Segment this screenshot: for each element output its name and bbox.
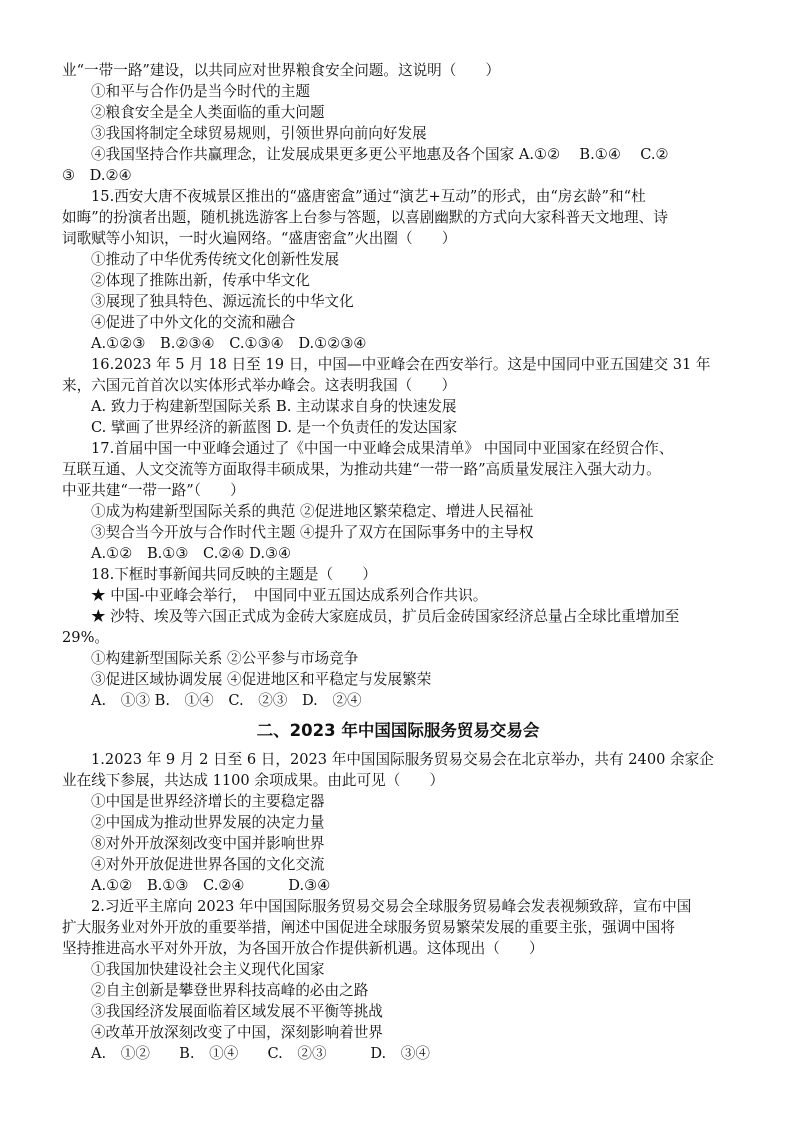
text-line: A. 致力于构建新型国际关系 B. 主动谋求自身的快速发展 (91, 398, 457, 415)
text-line: ③契合当今开放与合作时代主题 ④提升了双方在国际事务中的主导权 (91, 524, 534, 541)
questions-section-belt-and-road (62, 60, 734, 711)
text-line: ②粮食安全是全人类面临的重大问题 (91, 104, 325, 121)
text-line: ★ 中国-中亚峰会举行， 中国同中亚五国达成系列合作共识。 (91, 587, 488, 604)
text-line: 业在线下参展，共达成 1100 余项成果。由此可见（ ） (62, 772, 445, 789)
text-line: 16.2023 年 5 月 18 日至 19 日，中国—中亚峰会在西安举行。这是中国同中亚五国建交 31 年 (91, 356, 711, 373)
text-line: ④对外开放促进世界各国的文化交流 (91, 856, 325, 873)
text-line: C. 擘画了世界经济的新蓝图 D. 是一个负责任的发达国家 (91, 419, 458, 436)
text-line: ①中国是世界经济增长的主要稳定器 (91, 793, 325, 810)
text-line: 29%。 (62, 629, 110, 646)
section-heading: 二、2023 年中国国际服务贸易交易会 (256, 721, 540, 740)
text-line: 2.习近平主席向 2023 年中国国际服务贸易交易会全球服务贸易峰会发表视频致辞，宣布中国 (91, 898, 692, 915)
text-line: ③ D.②④ (62, 167, 132, 184)
text-line: 18.下框时事新闻共同反映的主题是（ ） (91, 566, 377, 583)
text-line: A.①②③ B.②③④ C.①③④ D.①②③④ (91, 335, 367, 352)
text-line: A. ①③ B. ①④ C. ②③ D. ②④ (91, 692, 362, 709)
text-line: 词歌赋等小知识，一时火遍网络。“盛唐密盒”火出圈（ ） (62, 230, 457, 247)
text-line: 中亚共建“一带一路”（ ） (62, 482, 245, 499)
text-line: ④我国坚持合作共赢理念，让发展成果更多更公平地惠及各个国家 A.①② B.①④ C.② (91, 146, 669, 163)
text-line: 业“一带一路”建设，以共同应对世界粮食安全问题。这说明（ ） (62, 62, 501, 79)
text-line: ⑧对外开放深刻改变中国并影响世界 (91, 835, 325, 852)
text-line: 如晦”的扮演者出题，随机挑选游客上台参与答题，以喜剧幽默的方式向大家科普天文地理、诗 (62, 209, 668, 226)
text-line: 17.首届中国一中亚峰会通过了《中国一中亚峰会成果清单》 中国同中亚国家在经贸合作、 (91, 440, 674, 457)
text-line: ①和平与合作仍是当今时代的主题 (91, 83, 310, 100)
text-line: ①构建新型国际关系 ②公平参与市场竞争 (91, 650, 359, 667)
text-line: ④促进了中外文化的交流和融合 (91, 314, 296, 331)
text-line: ③我国将制定全球贸易规则，引领世界向前向好发展 (91, 125, 427, 142)
text-line: ③我国经济发展面临着区域发展不平衡等挑战 (91, 1003, 383, 1020)
text-line: ②体现了推陈出新，传承中华文化 (91, 272, 310, 289)
text-line: 互联互通、人文交流等方面取得丰硕成果，为推动共建“一带一路”高质量发展注入强大动力。 (62, 461, 661, 478)
text-line: ②中国成为推动世界发展的决定力量 (91, 814, 325, 831)
text-line: A.①② B.①③ C.②④ D.③④ (91, 877, 331, 894)
text-line: ★ 沙特、埃及等六国正式成为金砖大家庭成员，扩员后金砖国家经济总量占全球比重增加至 (91, 608, 680, 625)
document-content (62, 60, 734, 1064)
text-line: 扩大服务业对外开放的重要举措，阐述中国促进全球服务贸易繁荣发展的重要主张，强调中国将 (62, 919, 675, 936)
text-line: 坚持推进高水平对外开放，为各国开放合作提供新机遇。这体现出（ ） (62, 940, 544, 957)
text-line: A.①② B.①③ C.②④ D.③④ (91, 545, 292, 562)
questions-section-service-trade-fair (62, 749, 734, 1064)
text-line: 15.西安大唐不夜城景区推出的“盛唐密盒”通过“演艺+互动”的形式，由“房玄龄”和“杜 (91, 188, 646, 205)
text-line: ③展现了独具特色、源远流长的中华文化 (91, 293, 354, 310)
text-line: 来，六国元首首次以实体形式举办峰会。这表明我国（ ） (62, 377, 457, 394)
text-line: A. ①② B. ①④ C. ②③ D. ③④ (91, 1045, 430, 1062)
text-line: ③促进区域协调发展 ④促进地区和平稳定与发展繁荣 (91, 671, 432, 688)
text-line: ①我国加快建设社会主义现代化国家 (91, 961, 325, 978)
text-line: ①成为构建新型国际关系的典范 ②促进地区繁荣稳定、增进人民福祉 (91, 503, 534, 520)
text-line: ②自主创新是攀登世界科技高峰的必由之路 (91, 982, 369, 999)
text-line: 1.2023 年 9 月 2 日至 6 日，2023 年中国国际服务贸易交易会在北京举办，共有 2400 余家企 (91, 751, 714, 768)
text-line: ①推动了中华优秀传统文化创新性发展 (91, 251, 340, 268)
text-line: ④改革开放深刻改变了中国，深刻影响着世界 (91, 1024, 383, 1041)
